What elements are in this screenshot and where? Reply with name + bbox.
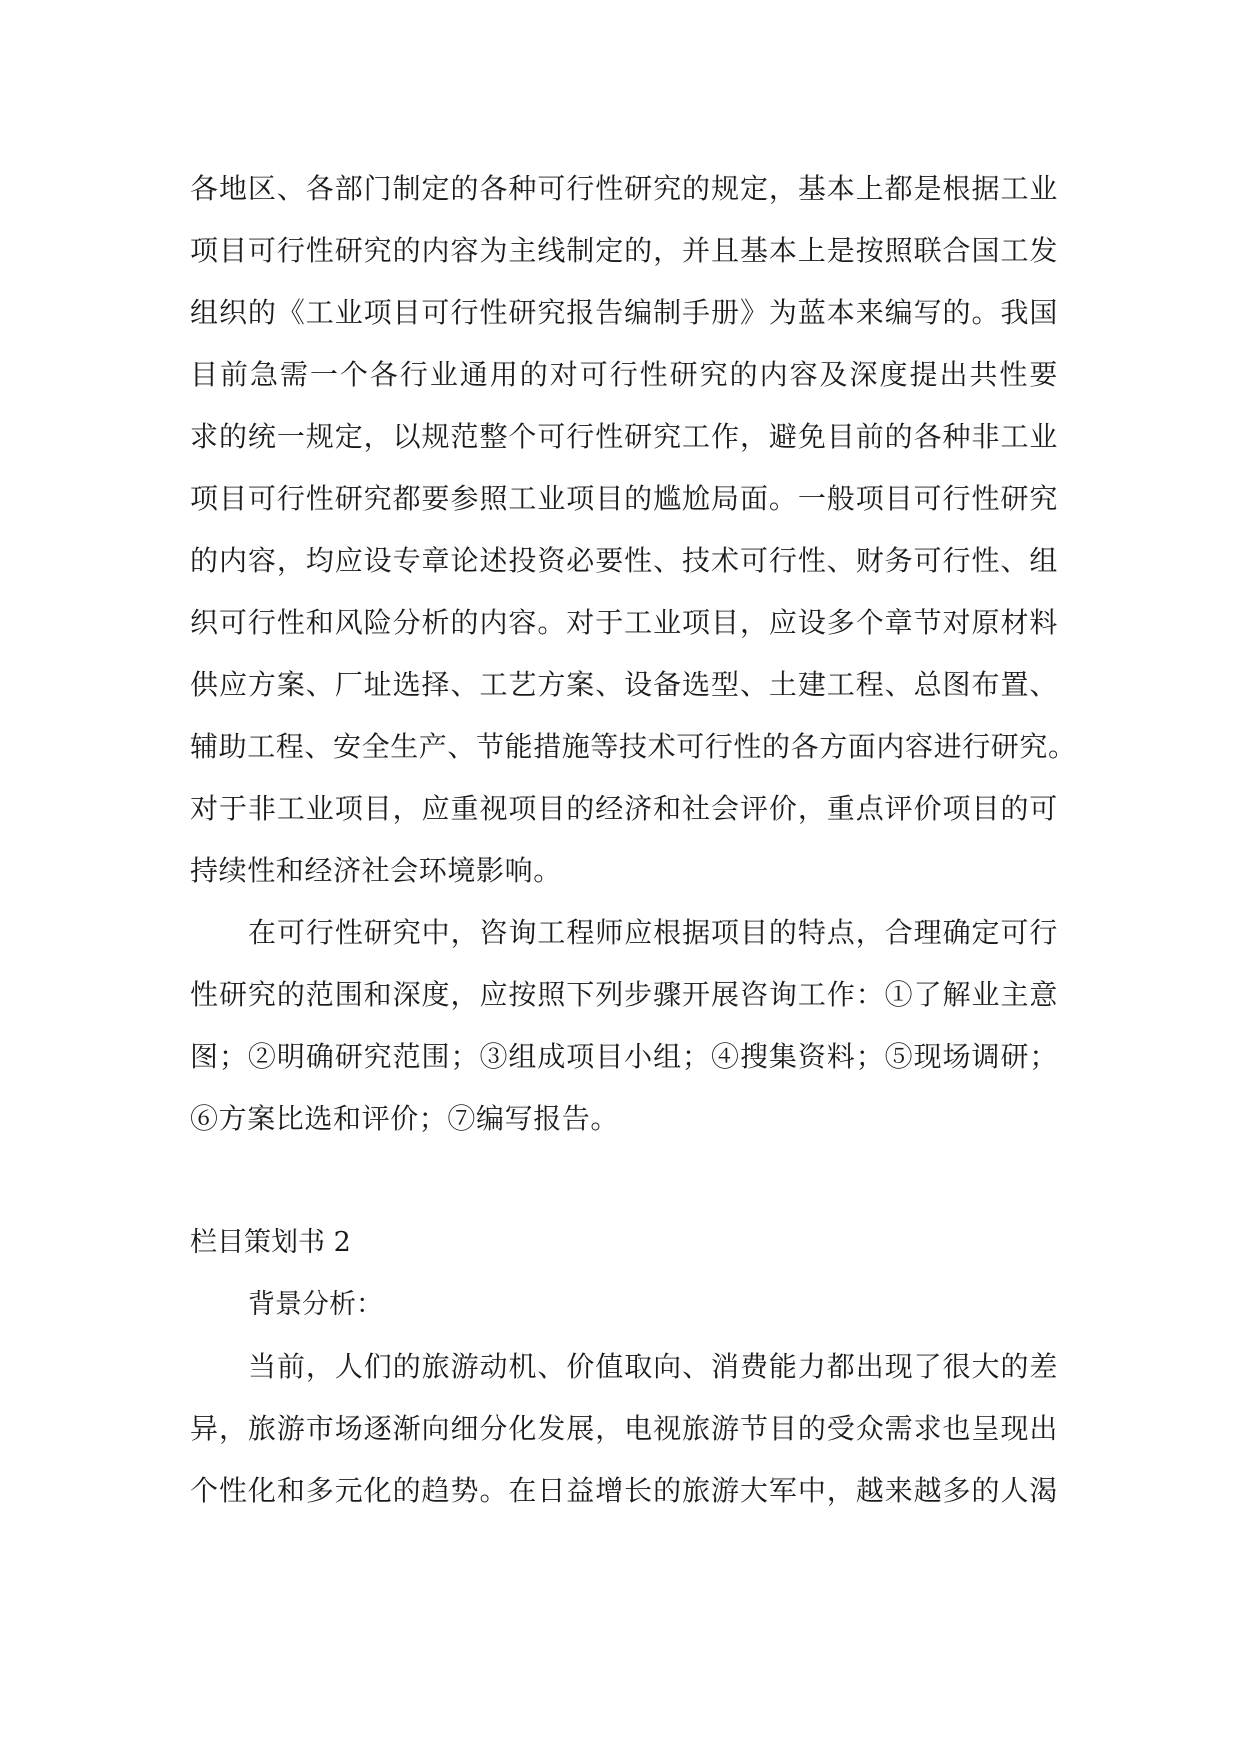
section-title: 栏目策划书 2 bbox=[190, 1227, 351, 1258]
text-line: 求的统一规定，以规范整个可行性研究工作，避免目前的各种非工业 bbox=[190, 420, 1058, 453]
text-line: 各地区、各部门制定的各种可行性研究的规定，基本上都是根据工业 bbox=[190, 172, 1058, 205]
text-line: 组织的《工业项目可行性研究报告编制手册》为蓝本来编写的。我国 bbox=[190, 296, 1058, 329]
paragraph-consulting-steps bbox=[190, 902, 1058, 1150]
text-line: 当前，人们的旅游动机、价值取向、消费能力都出现了很大的差 bbox=[248, 1350, 1058, 1383]
text-line: 供应方案、厂址选择、工艺方案、设备选型、土建工程、总图布置、 bbox=[190, 668, 1058, 701]
paragraph-feasibility-regulations bbox=[190, 158, 1077, 902]
text-line: 在可行性研究中，咨询工程师应根据项目的特点，合理确定可行 bbox=[248, 916, 1058, 949]
text-line: 辅助工程、安全生产、节能措施等技术可行性的各方面内容进行研究。 bbox=[190, 730, 1077, 763]
text-line: 性研究的范围和深度，应按照下列步骤开展咨询工作：①了解业主意 bbox=[190, 978, 1058, 1011]
text-line: ⑥方案比选和评价；⑦编写报告。 bbox=[190, 1102, 620, 1135]
text-line: 图；②明确研究范围；③组成项目小组；④搜集资料；⑤现场调研； bbox=[190, 1040, 1058, 1073]
subheading-background-analysis: 背景分析： bbox=[248, 1289, 383, 1320]
text-line: 对于非工业项目，应重视项目的经济和社会评价，重点评价项目的可 bbox=[190, 792, 1058, 825]
text-line: 个性化和多元化的趋势。在日益增长的旅游大军中，越来越多的人渴 bbox=[190, 1474, 1058, 1507]
text-line: 持续性和经济社会环境影响。 bbox=[190, 854, 562, 887]
paragraph-tourism-background bbox=[190, 1336, 1058, 1522]
spacer bbox=[190, 1150, 1058, 1212]
text-line: 项目可行性研究都要参照工业项目的尴尬局面。一般项目可行性研究 bbox=[190, 482, 1058, 515]
document-page bbox=[190, 158, 1077, 1522]
text-line: 的内容，均应设专章论述投资必要性、技术可行性、财务可行性、组 bbox=[190, 544, 1058, 577]
text-line: 项目可行性研究的内容为主线制定的，并且基本上是按照联合国工发 bbox=[190, 234, 1058, 267]
text-line: 织可行性和风险分析的内容。对于工业项目，应设多个章节对原材料 bbox=[190, 606, 1058, 639]
text-line: 目前急需一个各行业通用的对可行性研究的内容及深度提出共性要 bbox=[190, 358, 1058, 391]
text-line: 异，旅游市场逐渐向细分化发展，电视旅游节目的受众需求也呈现出 bbox=[190, 1412, 1058, 1445]
